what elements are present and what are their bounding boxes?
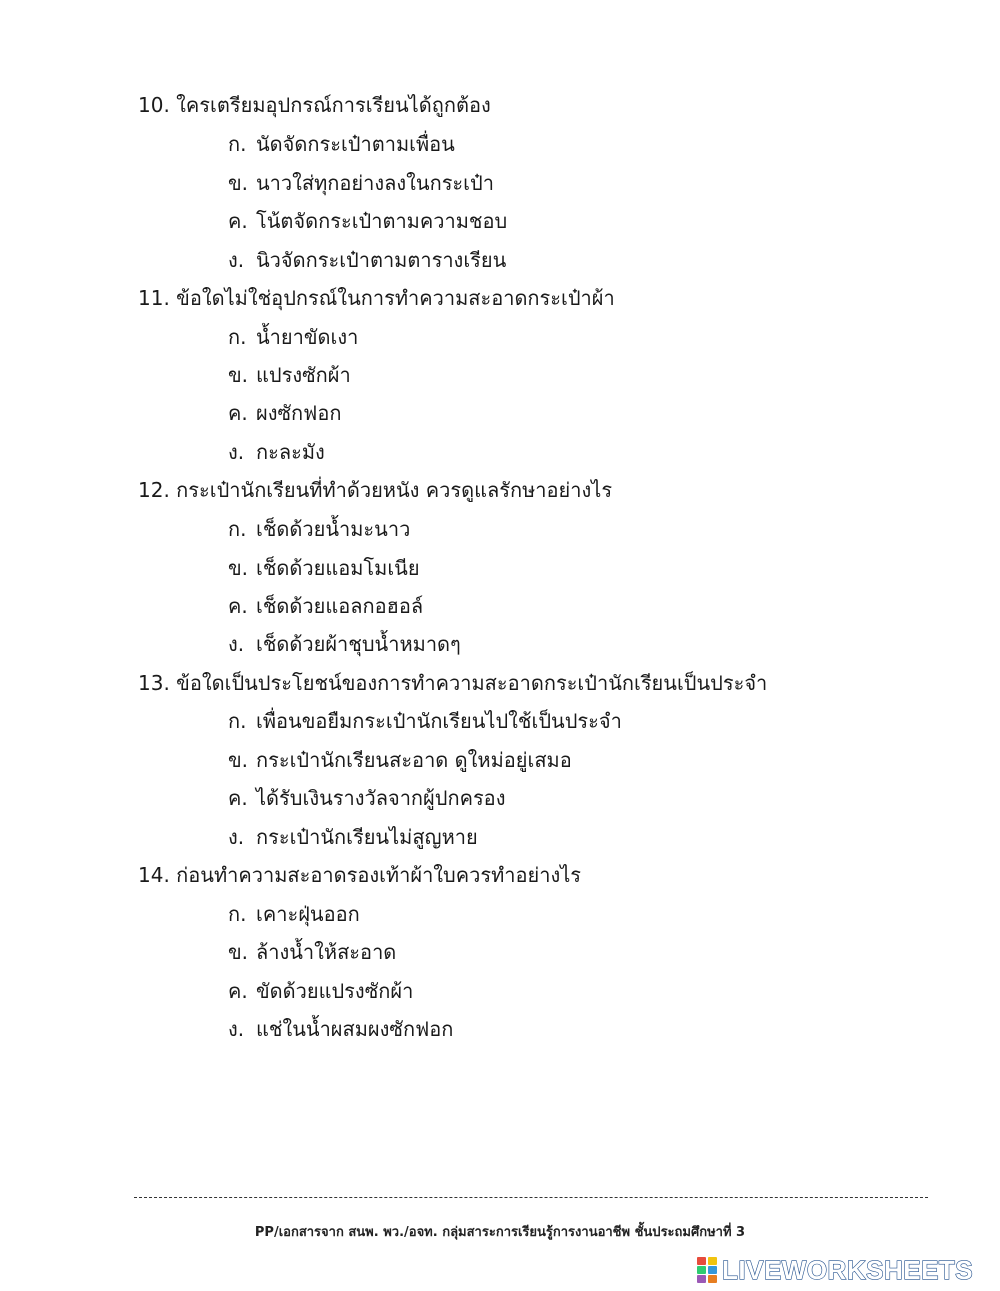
question-14-choice-c: ค. ขัดด้วยแปรงซักผ้า [228, 979, 414, 1003]
question-11-choice-b: ข. แปรงซักผ้า [228, 363, 351, 387]
liveworksheets-wordmark: LIVEWORKSHEETS [722, 1254, 974, 1285]
question-12-text: 12. กระเป๋านักเรียนที่ทำด้วยหนัง ควรดูแลรักษาอย่างไร [138, 478, 613, 502]
question-13-choice-b: ข. กระเป๋านักเรียนสะอาด ดูใหม่อยู่เสมอ [228, 748, 572, 772]
question-12-choice-c: ค. เช็ดด้วยแอลกอฮอล์ [228, 594, 424, 618]
question-10-choice-a: ก. นัดจัดกระเป๋าตามเพื่อน [228, 132, 455, 156]
question-13-choice-c: ค. ได้รับเงินรางวัลจากผู้ปกครอง [228, 786, 506, 810]
question-10-choice-d: ง. นิวจัดกระเป๋าตามตารางเรียน [228, 248, 507, 272]
question-11-choice-c: ค. ผงซักฟอก [228, 401, 342, 425]
question-11-choice-a: ก. น้ำยาขัดเงา [228, 325, 359, 349]
question-14-text: 14. ก่อนทำความสะอาดรองเท้าผ้าใบควรทำอย่างไร [138, 863, 582, 887]
question-11-choice-d: ง. กะละมัง [228, 440, 325, 464]
footer-source-text: PP/เอกสารจาก สนพ. พว./อจท. กลุ่มสาระการเรียนรู้การงานอาชีพ ชั้นประถมศึกษาที่ 3 [254, 1225, 746, 1240]
question-13-text: 13. ข้อใดเป็นประโยชน์ของการทำความสะอาดกระเป๋านักเรียนเป็นประจำ [138, 671, 768, 695]
question-13-choice-d: ง. กระเป๋านักเรียนไม่สูญหาย [228, 825, 478, 849]
question-11-text: 11. ข้อใดไม่ใช่อุปกรณ์ในการทำความสะอาดกระเป๋าผ้า [138, 286, 615, 310]
question-12-choice-d: ง. เช็ดด้วยผ้าชุบน้ำหมาดๆ [228, 632, 461, 656]
question-13-choice-a: ก. เพื่อนขอยืมกระเป๋านักเรียนไปใช้เป็นประจำ [228, 709, 622, 733]
question-12-choice-b: ข. เช็ดด้วยแอมโมเนีย [228, 556, 420, 580]
question-10-text: 10. ใครเตรียมอุปกรณ์การเรียนได้ถูกต้อง [138, 93, 491, 117]
question-14-choice-a: ก. เคาะฝุ่นออก [228, 902, 360, 926]
question-14-choice-b: ข. ล้างน้ำให้สะอาด [228, 940, 397, 964]
question-12-choice-a: ก. เช็ดด้วยน้ำมะนาว [228, 517, 411, 541]
liveworksheets-logo-icon [696, 1256, 718, 1284]
question-10-choice-c: ค. โน้ตจัดกระเป๋าตามความชอบ [228, 209, 508, 233]
question-10-choice-b: ข. นาวใส่ทุกอย่างลงในกระเป๋า [228, 171, 494, 195]
question-14-choice-d: ง. แช่ในน้ำผสมผงซักฟอก [228, 1017, 454, 1041]
footer-divider [134, 1197, 928, 1198]
liveworksheets-brand[interactable] [696, 1252, 973, 1288]
